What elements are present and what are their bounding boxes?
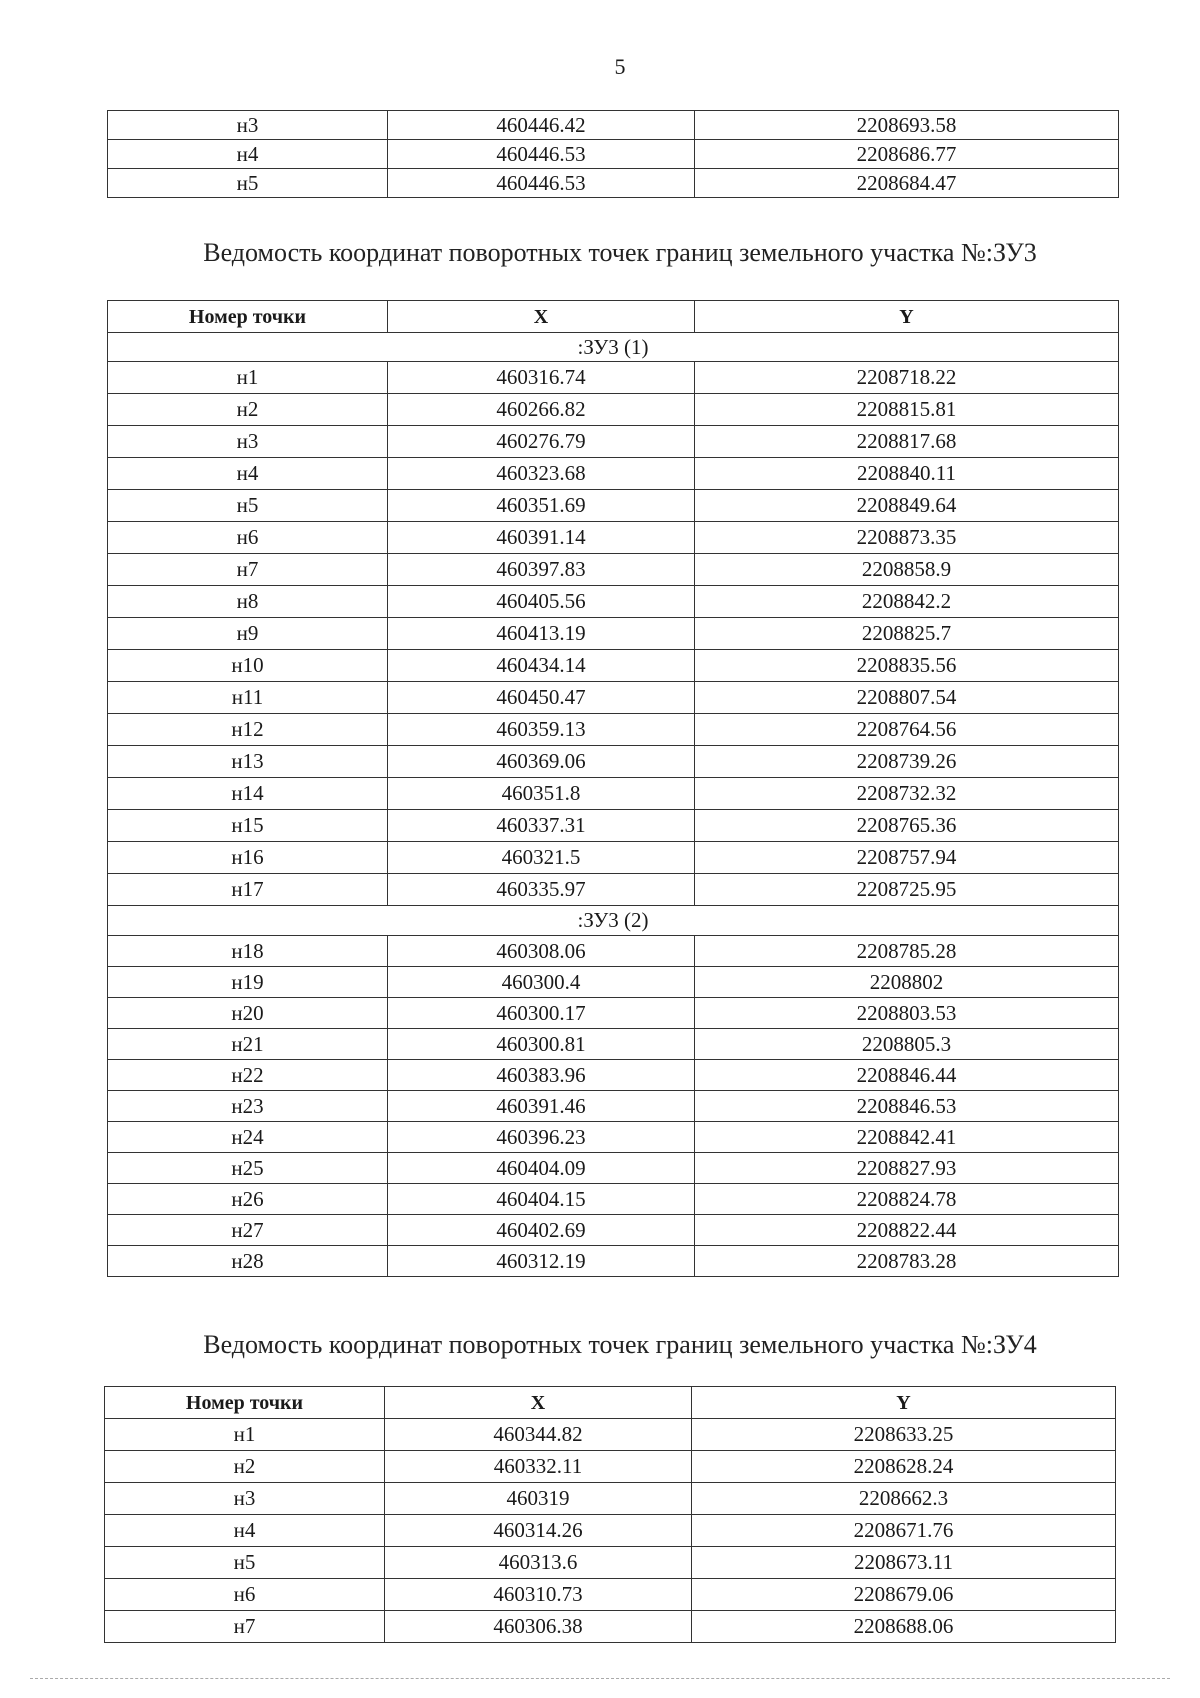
cell-x: 460266.82 [388, 394, 695, 426]
cell-point: н3 [108, 111, 388, 140]
table-row [108, 140, 1119, 169]
cell-y: 2208718.22 [695, 362, 1119, 394]
cell-x: 460359.13 [388, 714, 695, 746]
cell-x: 460446.53 [388, 169, 695, 198]
cell-y: 2208849.64 [695, 490, 1119, 522]
zu4-title: Ведомость координат поворотных точек границ земельного участка №:ЗУ4 [203, 1330, 1037, 1359]
table-row [108, 810, 1119, 842]
cell-y: 2208739.26 [695, 746, 1119, 778]
cell-point: н12 [108, 714, 388, 746]
section-row [108, 906, 1119, 936]
cell-y: 2208846.44 [695, 1060, 1119, 1091]
cell-y: 2208785.28 [695, 936, 1119, 967]
cell-y: 2208825.7 [695, 618, 1119, 650]
header-y: Y [692, 1387, 1116, 1419]
cell-point: н8 [108, 586, 388, 618]
table-row [108, 1184, 1119, 1215]
table-row [108, 1153, 1119, 1184]
table-row [108, 1060, 1119, 1091]
cell-point: н14 [108, 778, 388, 810]
cell-point: н27 [108, 1215, 388, 1246]
cell-y: 2208765.36 [695, 810, 1119, 842]
cell-y: 2208673.11 [692, 1547, 1116, 1579]
table-row [108, 1091, 1119, 1122]
table-row [108, 874, 1119, 906]
cell-x: 460434.14 [388, 650, 695, 682]
cell-point: н4 [105, 1515, 385, 1547]
section-label: :ЗУ3 (1) [108, 333, 1119, 362]
cell-point: н2 [108, 394, 388, 426]
continuation-table [107, 110, 1119, 198]
table-row [108, 778, 1119, 810]
cell-x: 460335.97 [388, 874, 695, 906]
cell-point: н6 [105, 1579, 385, 1611]
table-row [108, 1246, 1119, 1277]
cell-x: 460391.14 [388, 522, 695, 554]
zu4-coordinates-table [104, 1386, 1116, 1643]
cell-point: н4 [108, 458, 388, 490]
cell-x: 460316.74 [388, 362, 695, 394]
cell-y: 2208732.32 [695, 778, 1119, 810]
cell-y: 2208671.76 [692, 1515, 1116, 1547]
cell-point: н13 [108, 746, 388, 778]
table-row [108, 682, 1119, 714]
cell-point: н6 [108, 522, 388, 554]
table-row [105, 1547, 1116, 1579]
cell-point: н1 [108, 362, 388, 394]
cell-x: 460312.19 [388, 1246, 695, 1277]
table-row [108, 362, 1119, 394]
cell-x: 460323.68 [388, 458, 695, 490]
cell-point: н20 [108, 998, 388, 1029]
cell-y: 2208817.68 [695, 426, 1119, 458]
table-row [108, 1029, 1119, 1060]
header-x: X [388, 301, 695, 333]
cell-point: н15 [108, 810, 388, 842]
cell-x: 460404.15 [388, 1184, 695, 1215]
cell-x: 460276.79 [388, 426, 695, 458]
table-row [108, 714, 1119, 746]
table-row [108, 586, 1119, 618]
cell-x: 460321.5 [388, 842, 695, 874]
table-row [105, 1579, 1116, 1611]
cell-point: н10 [108, 650, 388, 682]
cell-x: 460402.69 [388, 1215, 695, 1246]
cell-y: 2208684.47 [695, 169, 1119, 198]
page-number: 5 [614, 54, 626, 79]
cell-x: 460337.31 [388, 810, 695, 842]
cell-y: 2208842.2 [695, 586, 1119, 618]
header-row [108, 301, 1119, 333]
cell-point: н21 [108, 1029, 388, 1060]
table-row [105, 1483, 1116, 1515]
cell-x: 460413.19 [388, 618, 695, 650]
cell-point: н22 [108, 1060, 388, 1091]
table-row [105, 1611, 1116, 1643]
cell-y: 2208783.28 [695, 1246, 1119, 1277]
cell-x: 460351.69 [388, 490, 695, 522]
cell-point: н3 [108, 426, 388, 458]
cell-x: 460306.38 [385, 1611, 692, 1643]
cell-x: 460369.06 [388, 746, 695, 778]
header-point: Номер точки [108, 301, 388, 333]
cell-x: 460446.53 [388, 140, 695, 169]
cell-x: 460300.4 [388, 967, 695, 998]
cell-y: 2208803.53 [695, 998, 1119, 1029]
table-row [108, 554, 1119, 586]
table-row [105, 1515, 1116, 1547]
table-row [108, 111, 1119, 140]
cell-y: 2208846.53 [695, 1091, 1119, 1122]
cell-y: 2208858.9 [695, 554, 1119, 586]
cell-y: 2208725.95 [695, 874, 1119, 906]
cell-y: 2208633.25 [692, 1419, 1116, 1451]
table-row [105, 1451, 1116, 1483]
cell-point: н26 [108, 1184, 388, 1215]
table-row [108, 618, 1119, 650]
cell-y: 2208662.3 [692, 1483, 1116, 1515]
cell-point: н11 [108, 682, 388, 714]
cell-y: 2208815.81 [695, 394, 1119, 426]
table-row [108, 746, 1119, 778]
cell-x: 460450.47 [388, 682, 695, 714]
cell-y: 2208628.24 [692, 1451, 1116, 1483]
cell-x: 460332.11 [385, 1451, 692, 1483]
cell-point: н23 [108, 1091, 388, 1122]
table-row [108, 998, 1119, 1029]
cell-y: 2208807.54 [695, 682, 1119, 714]
cell-y: 2208822.44 [695, 1215, 1119, 1246]
cell-x: 460405.56 [388, 586, 695, 618]
cell-x: 460397.83 [388, 554, 695, 586]
table-row [108, 426, 1119, 458]
table-row [108, 394, 1119, 426]
zu3-title: Ведомость координат поворотных точек границ земельного участка №:ЗУ3 [203, 238, 1037, 267]
cell-x: 460396.23 [388, 1122, 695, 1153]
cell-y: 2208802 [695, 967, 1119, 998]
cell-x: 460300.17 [388, 998, 695, 1029]
cell-y: 2208873.35 [695, 522, 1119, 554]
cell-point: н7 [108, 554, 388, 586]
table-row [108, 458, 1119, 490]
cell-x: 460319 [385, 1483, 692, 1515]
cell-x: 460446.42 [388, 111, 695, 140]
cell-y: 2208686.77 [695, 140, 1119, 169]
table-row [108, 650, 1119, 682]
cell-x: 460391.46 [388, 1091, 695, 1122]
cell-point: н24 [108, 1122, 388, 1153]
cell-point: н2 [105, 1451, 385, 1483]
cell-x: 460383.96 [388, 1060, 695, 1091]
table-row [108, 522, 1119, 554]
cell-point: н7 [105, 1611, 385, 1643]
cell-point: н25 [108, 1153, 388, 1184]
cell-x: 460308.06 [388, 936, 695, 967]
cell-y: 2208840.11 [695, 458, 1119, 490]
cell-y: 2208842.41 [695, 1122, 1119, 1153]
table-row [108, 936, 1119, 967]
cell-y: 2208805.3 [695, 1029, 1119, 1060]
table-row [108, 842, 1119, 874]
section-row [108, 333, 1119, 362]
cell-point: н5 [108, 490, 388, 522]
header-y: Y [695, 301, 1119, 333]
cell-point: н17 [108, 874, 388, 906]
cell-y: 2208679.06 [692, 1579, 1116, 1611]
table-row [108, 1215, 1119, 1246]
cell-point: н9 [108, 618, 388, 650]
table-row [108, 1122, 1119, 1153]
cell-x: 460404.09 [388, 1153, 695, 1184]
cell-x: 460351.8 [388, 778, 695, 810]
cell-point: н18 [108, 936, 388, 967]
cell-y: 2208764.56 [695, 714, 1119, 746]
section-label: :ЗУ3 (2) [108, 906, 1119, 936]
cell-point: н19 [108, 967, 388, 998]
table-row [108, 169, 1119, 198]
cell-point: н4 [108, 140, 388, 169]
cell-x: 460300.81 [388, 1029, 695, 1060]
cell-y: 2208824.78 [695, 1184, 1119, 1215]
header-point: Номер точки [105, 1387, 385, 1419]
cell-y: 2208835.56 [695, 650, 1119, 682]
cell-point: н5 [108, 169, 388, 198]
table-row [108, 967, 1119, 998]
cell-y: 2208693.58 [695, 111, 1119, 140]
cell-x: 460310.73 [385, 1579, 692, 1611]
zu3-coordinates-table [107, 300, 1119, 1277]
cell-y: 2208688.06 [692, 1611, 1116, 1643]
cell-y: 2208757.94 [695, 842, 1119, 874]
scan-edge-line [30, 1678, 1170, 1681]
table-row [108, 490, 1119, 522]
table-row [105, 1419, 1116, 1451]
cell-x: 460313.6 [385, 1547, 692, 1579]
cell-point: н28 [108, 1246, 388, 1277]
cell-point: н3 [105, 1483, 385, 1515]
cell-point: н5 [105, 1547, 385, 1579]
header-row [105, 1387, 1116, 1419]
cell-x: 460344.82 [385, 1419, 692, 1451]
cell-point: н1 [105, 1419, 385, 1451]
cell-x: 460314.26 [385, 1515, 692, 1547]
header-x: X [385, 1387, 692, 1419]
cell-y: 2208827.93 [695, 1153, 1119, 1184]
cell-point: н16 [108, 842, 388, 874]
